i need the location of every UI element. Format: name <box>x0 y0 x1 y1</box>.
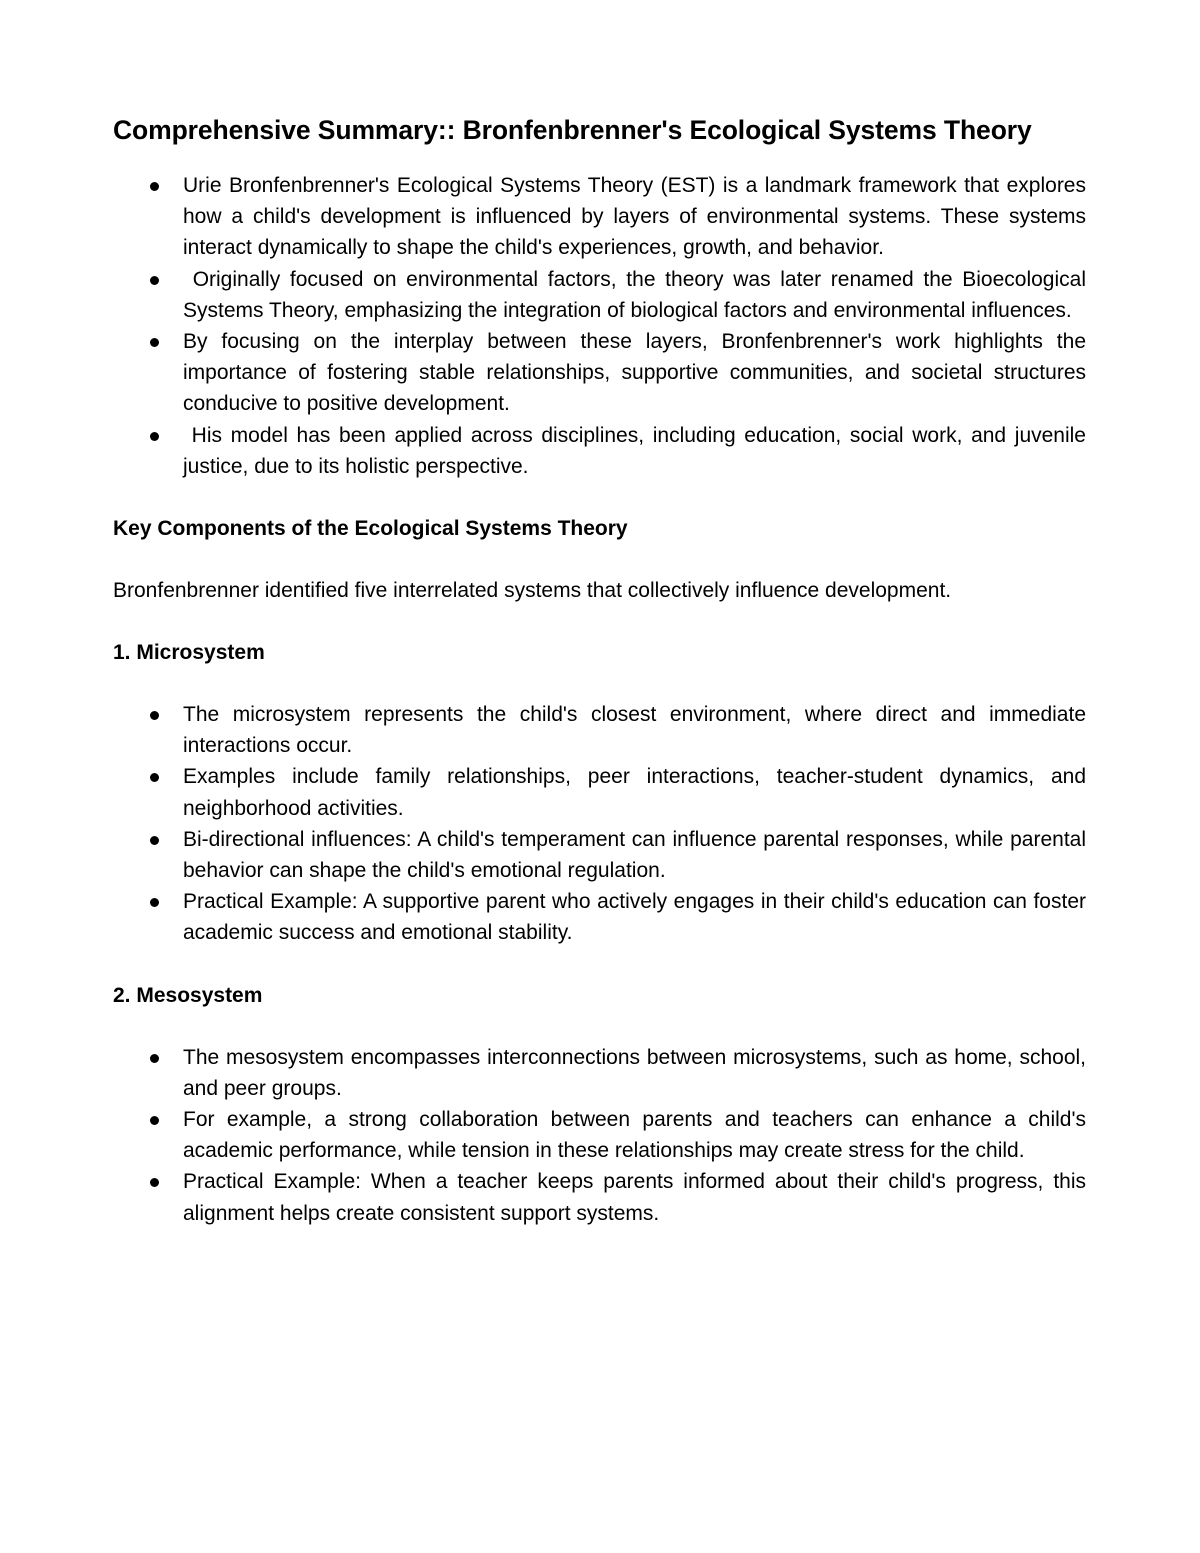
list-item <box>113 824 1086 886</box>
microsystem-bullet-list <box>113 699 1086 949</box>
bullet-icon <box>150 338 159 347</box>
list-item <box>113 326 1086 420</box>
bullet-text: For example, a strong collaboration between parents and teachers can enhance a child's academic performance, while tension in these relationships may create stress for the child. <box>183 1108 1086 1163</box>
bullet-text: Practical Example: A supportive parent who actively engages in their child's education can foster academic success and emotional stability. <box>183 890 1086 945</box>
section-heading-mesosystem: 2. Mesosystem <box>113 983 263 1007</box>
bullet-icon <box>150 432 159 441</box>
bullet-text: Originally focused on environmental factors, the theory was later renamed the Bioecological Systems Theory, emphasizing the integration of biological factors and environmental influences. <box>183 267 1092 322</box>
list-item <box>113 1104 1086 1166</box>
list-item <box>113 699 1086 761</box>
list-item <box>113 264 1092 326</box>
bullet-icon <box>150 773 159 782</box>
document-title: Comprehensive Summary:: Bronfenbrenner's Ecological Systems Theory <box>113 115 1032 145</box>
bullet-text: His model has been applied across disciplines, including education, social work, and juvenile justice, due to its holistic perspective. <box>183 423 1092 478</box>
section-heading-key-components: Key Components of the Ecological Systems Theory <box>113 517 628 541</box>
bullet-text: Examples include family relationships, peer interactions, teacher-student dynamics, and neighborhood activities. <box>183 765 1086 820</box>
bullet-text: Urie Bronfenbrenner's Ecological Systems Theory (EST) is a landmark framework that explores how a child's development is influenced by layers of environmental systems. These systems interact dynamically to shape the child's experiences, growth, and behavior. <box>183 174 1086 260</box>
list-item <box>113 761 1086 823</box>
bullet-icon <box>150 182 159 191</box>
bullet-icon <box>150 276 159 285</box>
bullet-icon <box>150 711 159 720</box>
list-item <box>113 1042 1086 1104</box>
document-page <box>113 100 1092 1229</box>
list-item <box>113 170 1086 264</box>
bullet-text: By focusing on the interplay between these layers, Bronfenbrenner's work highlights the importance of fostering stable relationships, supportive communities, and societal structures conducive to positive development. <box>183 330 1086 416</box>
bullet-text: The microsystem represents the child's closest environment, where direct and immediate interactions occur. <box>183 703 1086 758</box>
bullet-text: Bi-directional influences: A child's temperament can influence parental responses, while parental behavior can shape the child's emotional regulation. <box>183 827 1086 883</box>
bullet-text: Practical Example: When a teacher keeps parents informed about their child's progress, this alignment helps create consistent support systems. <box>183 1170 1086 1225</box>
list-item <box>113 886 1086 948</box>
list-item <box>113 420 1092 482</box>
bullet-icon <box>150 836 159 845</box>
bullet-icon <box>150 1178 159 1187</box>
bullet-text: The mesosystem encompasses interconnections between microsystems, such as home, school, and peer groups. <box>183 1045 1086 1100</box>
list-item <box>113 1166 1086 1228</box>
key-components-intro: Bronfenbrenner identified five interrelated systems that collectively influence development. <box>113 579 952 603</box>
bullet-icon <box>150 1054 159 1063</box>
bullet-icon <box>150 1116 159 1125</box>
section-heading-microsystem: 1. Microsystem <box>113 641 265 665</box>
bullet-icon <box>150 898 159 907</box>
mesosystem-bullet-list <box>113 1042 1086 1229</box>
intro-bullet-list <box>113 170 1092 482</box>
